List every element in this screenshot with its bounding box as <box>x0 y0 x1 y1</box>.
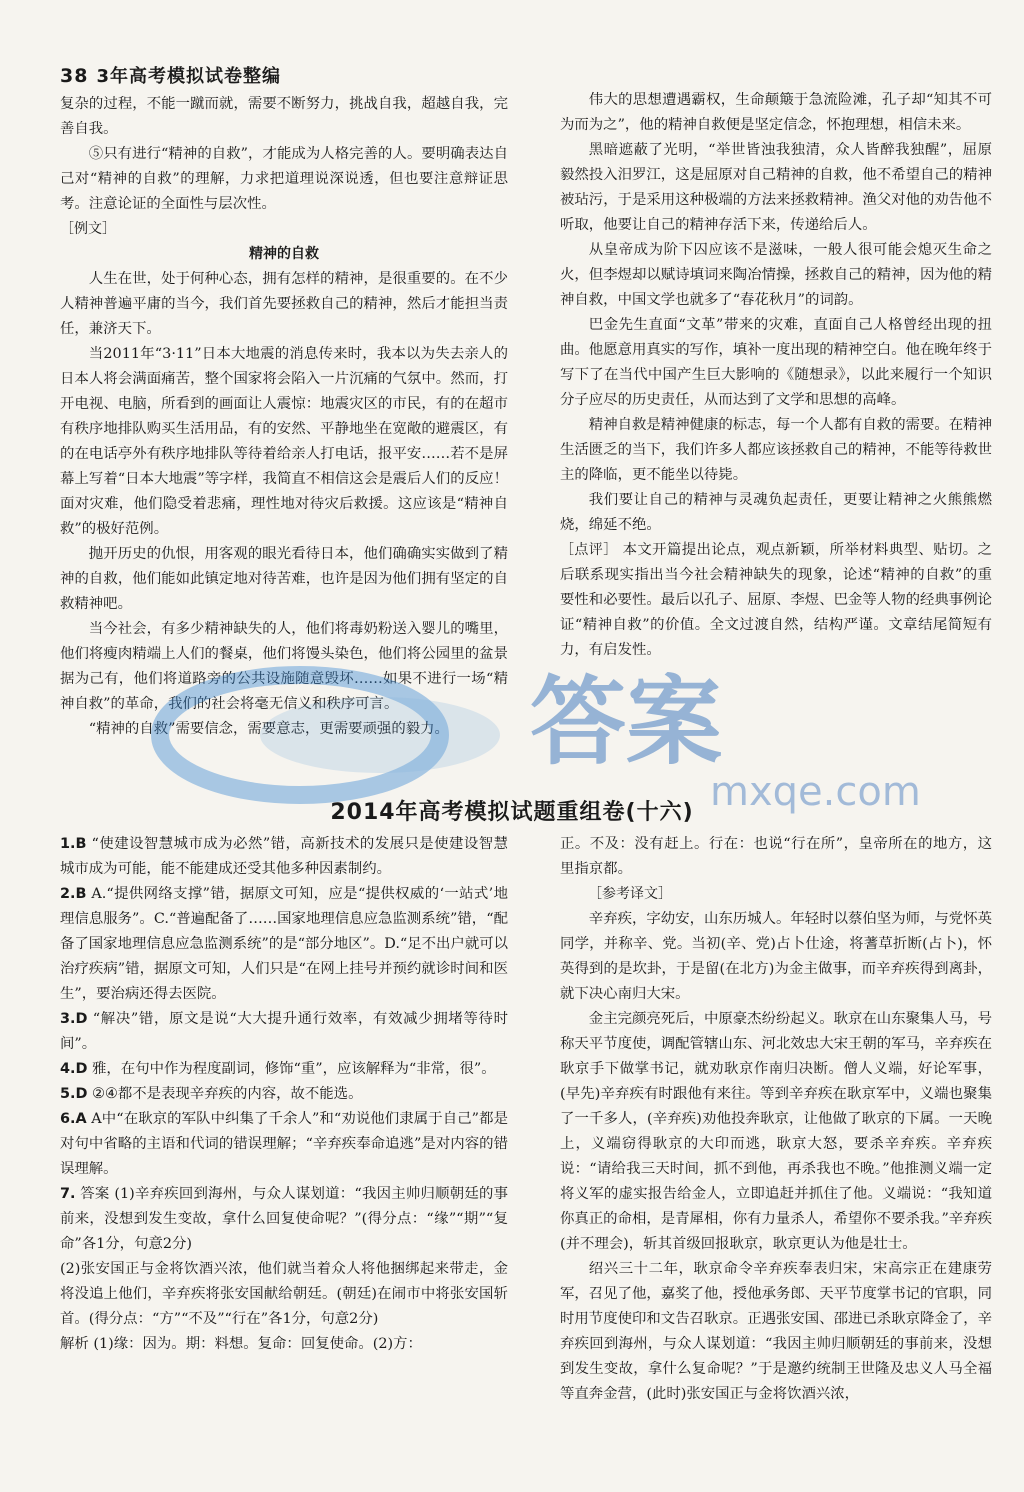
paragraph: 从皇帝成为阶下囚应该不是滋味，一般人很可能会熄灭生命之火，但李煜却以赋诗填词来陶冶情操，拯救自己的精神，因为他的精神自救，中国文学也就多了“春花秋月”的词韵。 <box>560 242 992 308</box>
answer-item <box>60 1057 508 1082</box>
answer-item <box>60 1107 508 1182</box>
right-column-top <box>560 88 992 663</box>
book-title: 3年高考模拟试卷整编 <box>96 66 281 87</box>
answer-text: A中“在耿京的军队中纠集了千余人”和“劝说他们隶属于自己”都是对句中省略的主语和代词的错误理解；“辛弃疾奉命追逃”是对内容的错误理解。 <box>60 1111 508 1177</box>
paragraph: 正。不及：没有赶上。行在：也说“行在所”，皇帝所在的地方，这里指京都。 <box>560 836 992 877</box>
answer-number: 1.B <box>60 836 87 852</box>
answer-text: 雅，在句中作为程度副词，修饰“重”，应该解释为“非常，很”。 <box>92 1061 496 1077</box>
section-title: 2014年高考模拟试题重组卷(十六) <box>330 800 694 825</box>
answer-item <box>60 1082 508 1107</box>
answer-item <box>60 1182 508 1257</box>
answer-number: 4.D <box>60 1061 88 1077</box>
answer-number: 2.B <box>60 886 87 902</box>
answer-number: 3.D <box>60 1011 88 1027</box>
paragraph: 复杂的过程，不能一蹴而就，需要不断努力，挑战自我，超越自我，完善自我。 <box>60 96 508 137</box>
answer-text: A.“提供网络支撑”错，据原文可知，应是“提供权威的‘一站式’地理信息服务”。C.“普遍配备了……国家地理信息应急监测系统”错，“配备了国家地理信息应急监测系统”的是“部分地区”。D.“足不出户就可以治疗疾病”错，据原文可知，人们只是“在网上挂号并预约就诊时间和医生”，要治病还得去医院。 <box>60 886 508 1002</box>
answer-text: ②④都不是表现辛弃疾的内容，故不能选。 <box>92 1086 363 1102</box>
answer-item <box>60 1257 508 1332</box>
paragraph: “精神的自救”需要信念，需要意志，更需要顽强的毅力。 <box>88 721 449 737</box>
paragraph: 当今社会，有多少精神缺失的人，他们将毒奶粉送入婴儿的嘴里，他们将瘦肉精端上人们的餐桌，他们将馒头染色，他们将公园里的盆景据为己有，他们将道路旁的公共设施随意毁坏……如果不进行一场“精神自救”的革命，我们的社会将毫无信义和秩序可言。 <box>60 621 508 712</box>
answer-number: 7. <box>60 1186 76 1202</box>
answer-item <box>60 832 508 882</box>
answer-column <box>60 832 508 1357</box>
paragraph: 伟大的思想遭遇霸权，生命颠簸于急流险滩，孔子却“知其不可为而为之”，他的精神自救便是坚定信念，怀抱理想，相信未来。 <box>560 92 992 133</box>
answer-item <box>60 1007 508 1057</box>
essay-title: 精神的自救 <box>249 246 319 262</box>
paragraph: 金主完颜亮死后，中原豪杰纷纷起义。耿京在山东聚集人马，号称天平节度使，调配管辖山东、河北效忠大宋王朝的军马，辛弃疾在耿京手下做掌书记，就劝耿京作南归决断。僧人义端，好论军事，(早先)辛弃疾有时跟他有来往。等到辛弃疾在耿京军中，义端也聚集了一千多人，(辛弃疾)劝他投奔耿京，让他做了耿京的下属。一天晚上，义端窃得耿京的大印而逃，耿京大怒，要杀辛弃疾。辛弃疾说：“请给我三天时间，抓不到他，再杀我也不晚。”他推测义端一定将义军的虚实报告给金人，立即追赶并抓住了他。义端说：“我知道你真正的命相，是青犀相，你有力量杀人，希望你不要杀我。”辛弃疾(并不理会)，斩其首级回报耿京，耿京更认为他是壮士。 <box>560 1011 992 1252</box>
comment-paragraph <box>560 538 992 663</box>
answer-text: 答案 (1)辛弃疾回到海州，与众人谋划道：“我因主帅归顺朝廷的事前来，没想到发生变故，拿什么回复使命呢？”(得分点：“缘”“期”“复命”各1分，句意2分) <box>60 1186 508 1252</box>
svg-text:mxqe.com: mxqe.com <box>710 769 921 815</box>
paragraph: 辛弃疾，字幼安，山东历城人。年轻时以蔡伯坚为师，与党怀英同学，并称辛、党。当初(辛、党)占卜仕途，将蓍草折断(占卜)，怀英得到的是坎卦，于是留(在北方)为金主做事，而辛弃疾得到离卦，就下决心南归大宋。 <box>560 911 992 1002</box>
paragraph: 巴金先生直面“文革”带来的灾难，直面自己人格曾经出现的扭曲。他愿意用真实的写作，填补一度出现的精神空白。他在晚年终于写下了在当代中国产生巨大影响的《随想录》，以此来履行一个知识分子应尽的历史责任，从而达到了文学和思想的高峰。 <box>560 317 992 408</box>
paragraph: 当2011年“3·11”日本大地震的消息传来时，我本以为失去亲人的日本人将会满面痛苦，整个国家将会陷入一片沉痛的气氛中。然而，打开电视、电脑，所看到的画面让人震惊：地震灾区的市民，有的在超市有秩序地排队购买生活用品，有的安然、平静地坐在宽敞的避震区，有的在电话亭外有秩序地排队等待着给亲人打电话，报平安……若不是屏幕上写着“日本大地震”等字样，我简直不相信这会是震后人们的反应！面对灾难，他们隐受着悲痛，理性地对待灾后救援。这应该是“精神自救”的极好范例。 <box>60 346 508 537</box>
paragraph: 我们要让自己的精神与灵魂负起责任，更要让精神之火熊熊燃烧，绵延不绝。 <box>560 492 992 533</box>
left-column-top <box>60 92 508 742</box>
paragraph: 精神自救是精神健康的标志，每一个人都有自救的需要。在精神生活匮乏的当下，我们许多人都应该拯救自己的精神，不能等待救世主的降临，更不能坐以待毙。 <box>560 417 992 483</box>
paragraph: 抛开历史的仇恨，用客观的眼光看待日本，他们确确实实做到了精神的自救，他们能如此镇定地对待苦难，也许是因为他们拥有坚定的自救精神吧。 <box>60 546 508 612</box>
answer-item <box>60 882 508 1007</box>
answer-number: 5.D <box>60 1086 88 1102</box>
translation-column <box>560 832 992 1407</box>
page-number: 38 <box>60 65 89 87</box>
paragraph: 黑暗遮蔽了光明，“举世皆浊我独清，众人皆醉我独醒”，屈原毅然投入汨罗江，这是屈原对自己精神的自救，他不希望自己的精神被玷污，于是采用这种极端的方法来拯救精神。渔父对他的劝告他不听取，他要让自己的精神存活下来，传递给后人。 <box>560 142 992 233</box>
answer-item <box>60 1332 508 1357</box>
answer-text: (2)张安国正与金将饮酒兴浓，他们就当着众人将他捆绑起来带走，金将没追上他们，辛弃疾将张安国献给朝廷。(朝廷)在闹市中将张安国斩首。(得分点：“方”“不及”“行在”各1分，句意2分) <box>60 1261 508 1327</box>
answer-text: “解决”错，原文是说“大大提升通行效率，有效减少拥堵等待时间”。 <box>60 1011 509 1052</box>
svg-text:答案: 答案 <box>530 666 722 778</box>
paragraph: ⑤只有进行“精神的自救”，才能成为人格完善的人。要明确表达自己对“精神的自救”的理解，力求把道理说深说透，但也要注意辩证思考。注意论证的全面性与层次性。 <box>60 146 508 212</box>
comment-tag: ［点评］ <box>560 542 618 558</box>
example-tag: ［例文］ <box>60 221 116 237</box>
paragraph: 人生在世，处于何种心态，拥有怎样的精神，是很重要的。在不少人精神普遍平庸的当今，我们首先要拯救自己的精神，然后才能担当责任，兼济天下。 <box>60 271 508 337</box>
answer-text: “使建设智慧城市成为必然”错，高新技术的发展只是使建设智慧城市成为可能，能不能建成还受其他多种因素制约。 <box>60 836 509 877</box>
paragraph: 绍兴三十二年，耿京命令辛弃疾奉表归宋，宋高宗正在建康劳军，召见了他，嘉奖了他，授他承务郎、天平节度掌书记的官职，同时用节度使印和文告召耿京。正遇张安国、邵进已杀耿京降金了，辛弃疾回到海州，与众人谋划道：“我因主帅归顺朝廷的事前来，没想到发生变故，拿什么复命呢？”于是邀约统制王世隆及忠义人马全福等直奔金营，(此时)张安国正与金将饮酒兴浓， <box>560 1261 992 1402</box>
answer-number: 6.A <box>60 1111 87 1127</box>
page-header <box>60 62 281 88</box>
reference-translation-tag: ［参考译文］ <box>588 886 672 902</box>
comment-text: 本文开篇提出论点，观点新颖，所举材料典型、贴切。之后联系现实指出当今社会精神缺失的现象，论述“精神的自救”的重要性和必要性。最后以孔子、屈原、李煜、巴金等人物的经典事例论证“精神自救”的价值。全文过渡自然，结构严谨。文章结尾简短有力，有启发性。 <box>560 542 992 658</box>
answer-text: 解析 (1)缘：因为。期：料想。复命：回复使命。(2)方： <box>60 1336 422 1352</box>
